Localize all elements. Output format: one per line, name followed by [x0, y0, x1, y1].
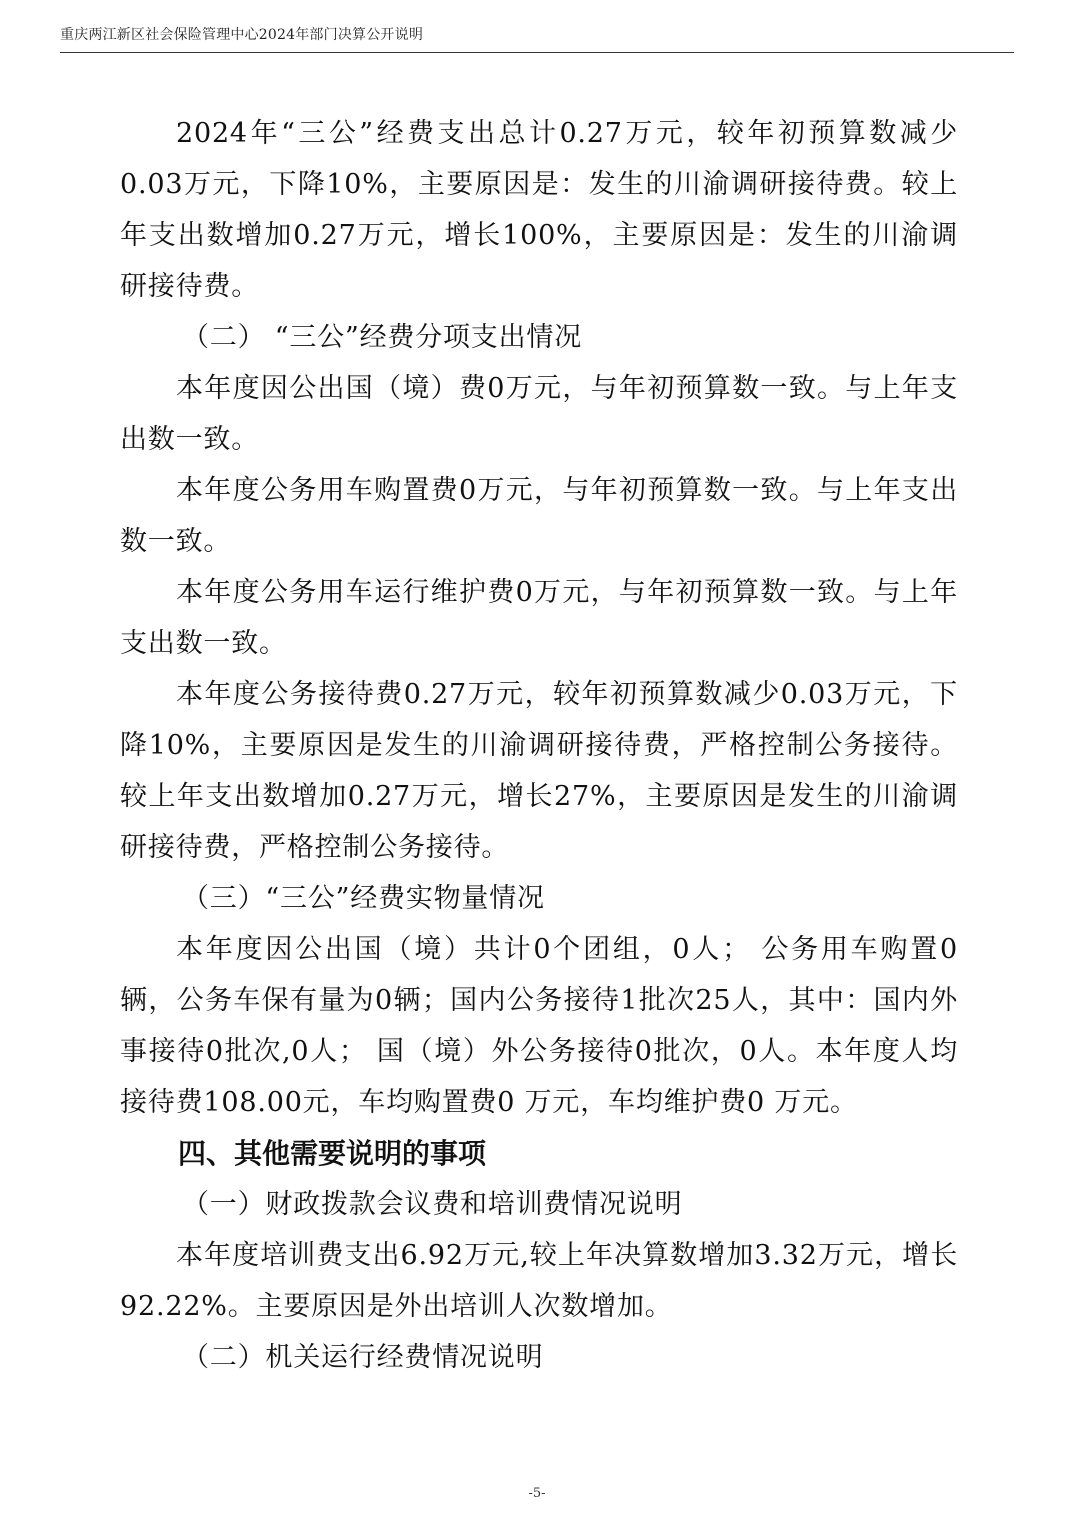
section-heading-meeting-training: （一）财政拨款会议费和培训费情况说明 [182, 1189, 683, 1220]
section-heading-other-matters: 四、其他需要说明的事项 [178, 1137, 487, 1170]
paragraph-vehicle-maintenance: 本年度公务用车运行维护费0万元，与年初预算数一致。与上年支出数一致。 [120, 577, 958, 659]
document-body [120, 108, 958, 1383]
paragraph-vehicle-purchase: 本年度公务用车购置费0万元，与年初预算数一致。与上年支出数一致。 [120, 475, 958, 557]
paragraph-overseas-travel: 本年度因公出国（境）费0万元，与年初预算数一致。与上年支出数一致。 [120, 373, 958, 455]
paragraph-physical-quantity: 本年度因公出国（境）共计0个团组，0人； 公务用车购置0辆，公务车保有量为0辆；国内公务接待1批次25人，其中：国内外事接待0批次,0人； 国（境）外公务接待0批次，0人。本年度人均接待费108.00元，车均购置费0 万元，车均维护费0 万元。 [120, 934, 958, 1118]
section-heading-physical-quantity: （三）“三公”经费实物量情况 [182, 883, 545, 914]
section-heading-operating-expenses: （二）机关运行经费情况说明 [182, 1342, 544, 1373]
section-heading-itemized-expenses: （二） “三公”经费分项支出情况 [182, 322, 582, 353]
paragraph-three-public-total: 2024年“三公”经费支出总计0.27万元，较年初预算数减少0.03万元，下降10%，主要原因是：发生的川渝调研接待费。较上年支出数增加0.27万元，增长100%，主要原因是：发生的川渝调研接待费。 [120, 118, 958, 302]
paragraph-official-reception: 本年度公务接待费0.27万元，较年初预算数减少0.03万元，下降10%，主要原因是发生的川渝调研接待费，严格控制公务接待。较上年支出数增加0.27万元，增长27%，主要原因是发生的川渝调研接待费，严格控制公务接待。 [120, 679, 958, 863]
paragraph-training-expenses: 本年度培训费支出6.92万元,较上年决算数增加3.32万元，增长92.22%。主要原因是外出培训人次数增加。 [120, 1240, 958, 1322]
header-divider [60, 52, 1014, 53]
page-number: -5- [528, 1486, 546, 1501]
page-header-title: 重庆两江新区社会保险管理中心2024年部门决算公开说明 [60, 27, 424, 43]
